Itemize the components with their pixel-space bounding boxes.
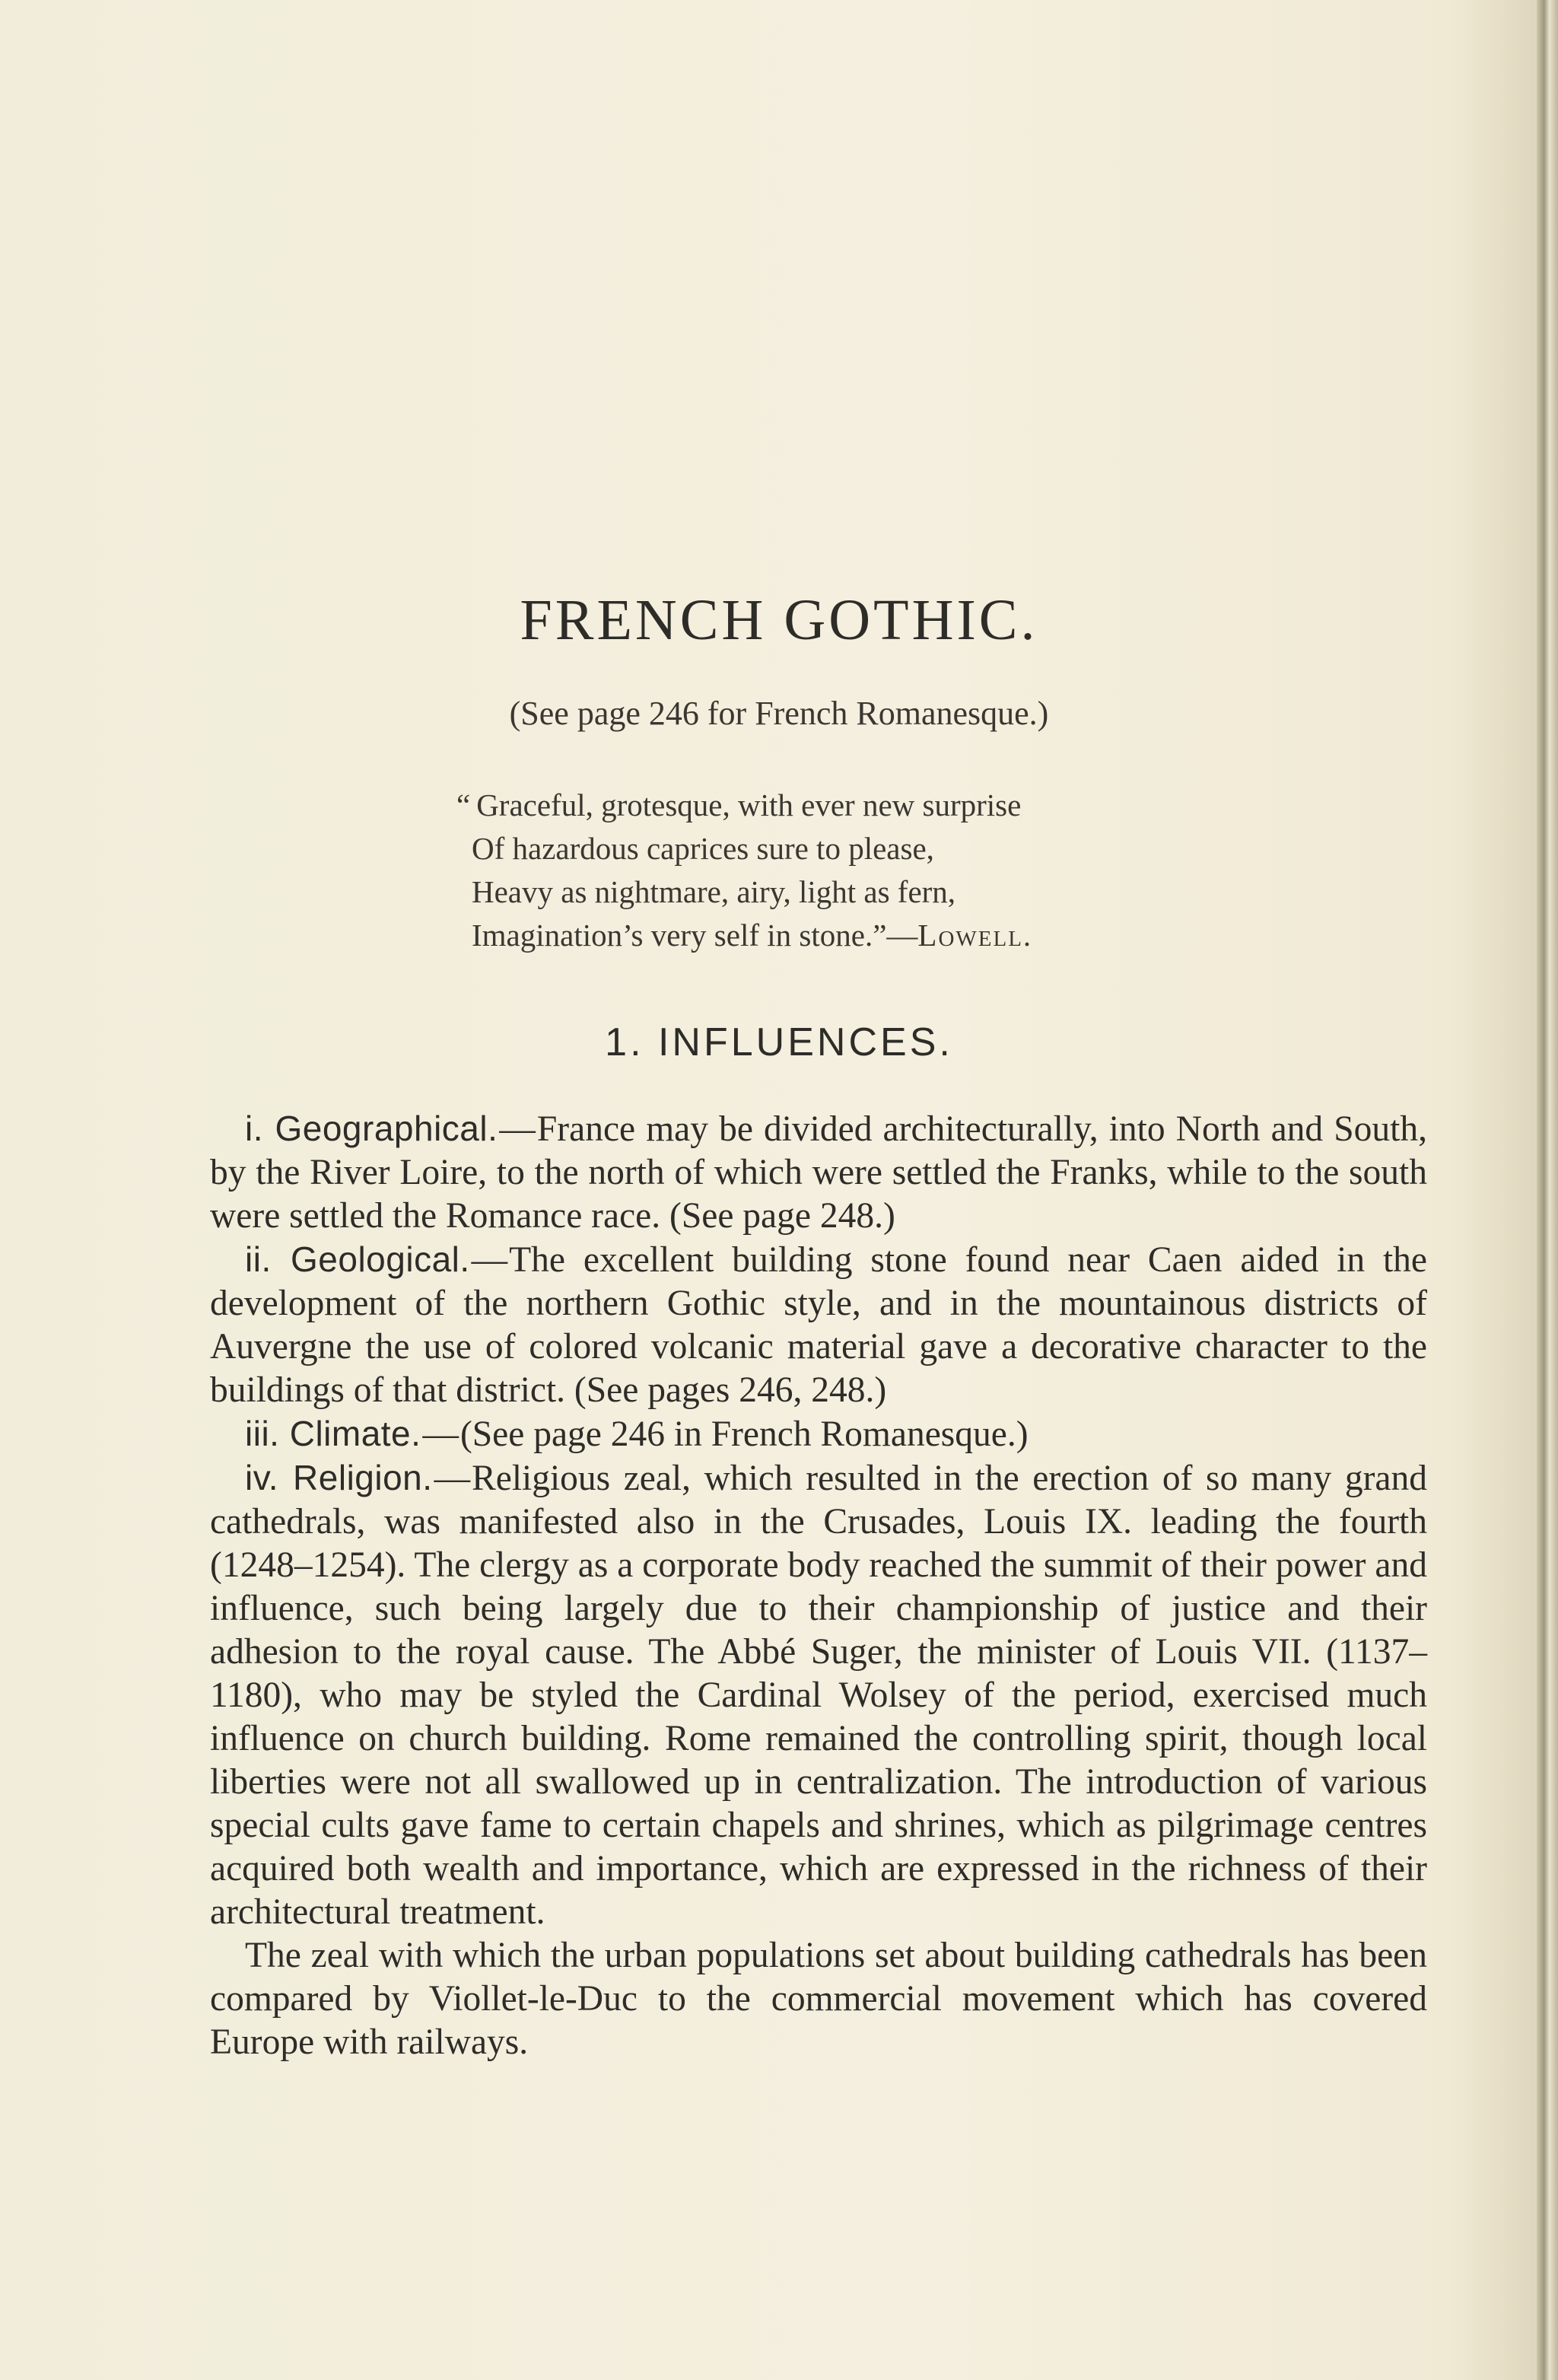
epigraph-line-1-text: Graceful, grotesque, with ever new surprise — [476, 788, 1022, 822]
paragraph-geological — [210, 1238, 1427, 1412]
paragraph-text: France may be divided architecturally, into North and South, by the River Loire, to the north of which were settled the Franks, while to the south were settled the Romance race. (See page 248.) — [210, 1109, 1427, 1236]
epigraph-line-2: Of hazardous caprices sure to please, — [472, 831, 934, 866]
epigraph-line-3: Heavy as nightmare, airy, light as fern, — [472, 874, 956, 909]
paragraph-text: The excellent building stone found near Caen aided in the development of the northern Gothic style, and in the mountainous districts of Auvergne the use of colored volcanic material gave a decorative character to the buildings of that district. (See pages 246, 248.) — [210, 1240, 1427, 1410]
section-heading: 1. INFLUENCES. — [605, 1020, 953, 1064]
paragraph-urban-zeal — [210, 1934, 1427, 2064]
chapter-subtitle: (See page 246 for French Romanesque.) — [509, 695, 1049, 732]
paragraph-dash: — — [471, 1240, 508, 1280]
paragraph-dash: — — [434, 1459, 471, 1498]
paragraph-dash: — — [422, 1414, 459, 1454]
paragraph-lead: i. Geographical. — [245, 1109, 498, 1148]
epigraph-line-4 — [456, 914, 1141, 957]
chapter-title: FRENCH GOTHIC. — [520, 588, 1038, 652]
paragraph-dash: — — [499, 1109, 536, 1149]
epigraph — [456, 784, 1141, 957]
paragraph-lead: iii. Climate. — [245, 1414, 421, 1453]
epigraph-line-1 — [456, 784, 1141, 827]
paragraph-religion — [210, 1456, 1427, 1934]
paragraph-lead: ii. Geological. — [245, 1239, 470, 1279]
paragraph-geographical — [210, 1107, 1427, 1238]
paragraph-climate — [210, 1412, 1427, 1456]
body-text — [210, 1107, 1427, 2064]
epigraph-quote-mark: “ — [456, 788, 471, 822]
page-edge — [1537, 0, 1558, 2380]
paragraph-lead: iv. Religion. — [245, 1458, 433, 1497]
paragraph-text: The zeal with which the urban populations set about building cathedrals has been compared by Viollet-le-Duc to the commercial movement which has covered Europe with railways. — [210, 1936, 1427, 2062]
paragraph-text: (See page 246 in French Romanesque.) — [459, 1414, 1029, 1454]
epigraph-author: Lowell. — [917, 918, 1033, 953]
paragraph-text: Religious zeal, which resulted in the erection of so many grand cathedrals, was manifested also in the Crusades, Louis IX. leading the fourth (1248–1254). The clergy as a corporate body reached the summit of their power and influence, such being largely due to their championship of justice and their adhesion to the royal cause. The Abbé Suger, the minister of Louis VII. (1137–1180), who may be styled the Cardinal Wolsey of the period, exercised much influence on church building. Rome remained the controlling spirit, though local liberties were not all swallowed up in centralization. The introduction of various special cults gave fame to certain chapels and shrines, which as pilgrimage centres acquired both wealth and importance, which are expressed in the richness of their architectural treatment. — [210, 1459, 1428, 1932]
epigraph-line-4-text: Imagination’s very self in stone.”— — [472, 918, 918, 953]
